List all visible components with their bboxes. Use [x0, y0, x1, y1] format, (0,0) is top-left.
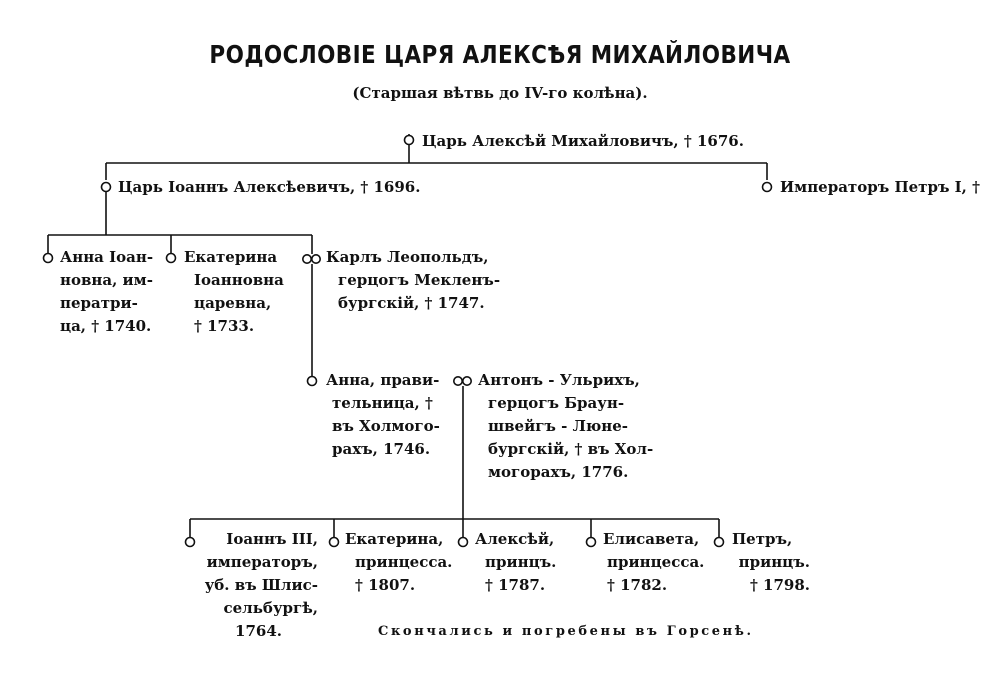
person-text-line: принцъ. [738, 553, 810, 571]
person-text-line: сельбургѣ, [223, 599, 318, 617]
person-text-line: † 1787. [485, 576, 546, 594]
person-text-line: Іоанновна [194, 271, 284, 289]
person-ioann-iii [198, 528, 318, 643]
person-petr-prince [732, 528, 810, 597]
person-text-line: Екатерина [184, 248, 278, 266]
person-text-line: герцогъ Браун- [488, 394, 625, 412]
burial-note: Скончались и погребены въ Горсенѣ. [378, 624, 754, 639]
person-text-line: Елисавета, [603, 530, 700, 548]
person-text-line: Карлъ Леопольдъ, [326, 248, 489, 266]
person-ekaterina-ioannovna [184, 246, 284, 338]
person-text-line: швейгъ - Люне- [488, 417, 628, 435]
female-symbol-icon [330, 538, 339, 547]
female-symbol-icon [44, 254, 53, 263]
female-symbol-icon [308, 377, 317, 386]
person-aleksey-prince [475, 528, 556, 597]
person-text-line: Анна, прави- [326, 371, 440, 389]
person-karl-leopold [326, 246, 500, 315]
person-text-line: Алексѣй, [475, 530, 555, 548]
male-symbol-icon [102, 183, 111, 192]
person-text-line: новна, им- [60, 271, 153, 289]
female-symbol-icon [167, 254, 176, 263]
person-text-line: † 1807. [355, 576, 416, 594]
person-text-line: царевна, [194, 294, 272, 312]
marriage-symbol-icon [454, 377, 471, 385]
person-ioann-v: Царь Іоаннъ Алексѣевичъ, † 1696. [118, 178, 421, 196]
person-text-line: Петръ, [732, 530, 793, 548]
person-text-line: бургскій, † въ Хол- [488, 440, 654, 458]
page-subtitle: (Старшая вѣтвь до IV-го колѣна). [352, 84, 648, 102]
person-text-line: † 1798. [749, 576, 810, 594]
female-symbol-icon [587, 538, 596, 547]
person-text-line: принцъ. [485, 553, 557, 571]
person-text-line: ца, † 1740. [60, 317, 152, 335]
male-symbol-icon [186, 538, 195, 547]
marriage-symbol-icon [303, 255, 320, 263]
person-text-line: герцогъ Мекленъ- [338, 271, 501, 289]
person-text-line: императоръ, [206, 553, 318, 571]
person-text-line: тельница, † [332, 394, 433, 412]
person-anna-ioannovna [60, 246, 153, 338]
person-text-line: могорахъ, 1776. [488, 463, 629, 481]
person-petr-i: Императоръ Петръ I, † [780, 178, 980, 196]
person-text-line: Іоаннъ III, [226, 530, 318, 548]
page-title: РОДОСЛОВІЕ ЦАРЯ АЛЕКСѢЯ МИХАЙЛОВИЧА [209, 40, 791, 69]
person-aleksey-mikhailovich: Царь Алексѣй Михайловичъ, † 1676. [422, 132, 744, 150]
person-text-line: въ Холмого- [332, 417, 440, 435]
person-text-line: † 1733. [194, 317, 255, 335]
person-text-line: принцесса. [607, 553, 705, 571]
person-elisaveta [603, 528, 704, 597]
person-anna-leopoldovna [326, 369, 440, 461]
male-symbol-icon [763, 183, 772, 192]
person-ekaterina-princess [345, 528, 452, 597]
person-text-line: ператри- [60, 294, 138, 312]
person-text-line: Антонъ - Ульрихъ, [478, 371, 640, 389]
person-text-line: уб. въ Шлис- [204, 576, 318, 594]
male-symbol-icon [459, 538, 468, 547]
person-text-line: бургскій, † 1747. [338, 294, 485, 312]
person-text-line: 1764. [235, 622, 282, 640]
person-text-line: Екатерина, [345, 530, 444, 548]
person-text-line: рахъ, 1746. [332, 440, 431, 458]
person-anton-ulrich [478, 369, 653, 484]
person-text-line: Анна Іоан- [60, 248, 154, 266]
person-text-line: принцесса. [355, 553, 453, 571]
male-symbol-icon [715, 538, 724, 547]
male-symbol-icon [405, 134, 414, 146]
person-text-line: † 1782. [607, 576, 668, 594]
